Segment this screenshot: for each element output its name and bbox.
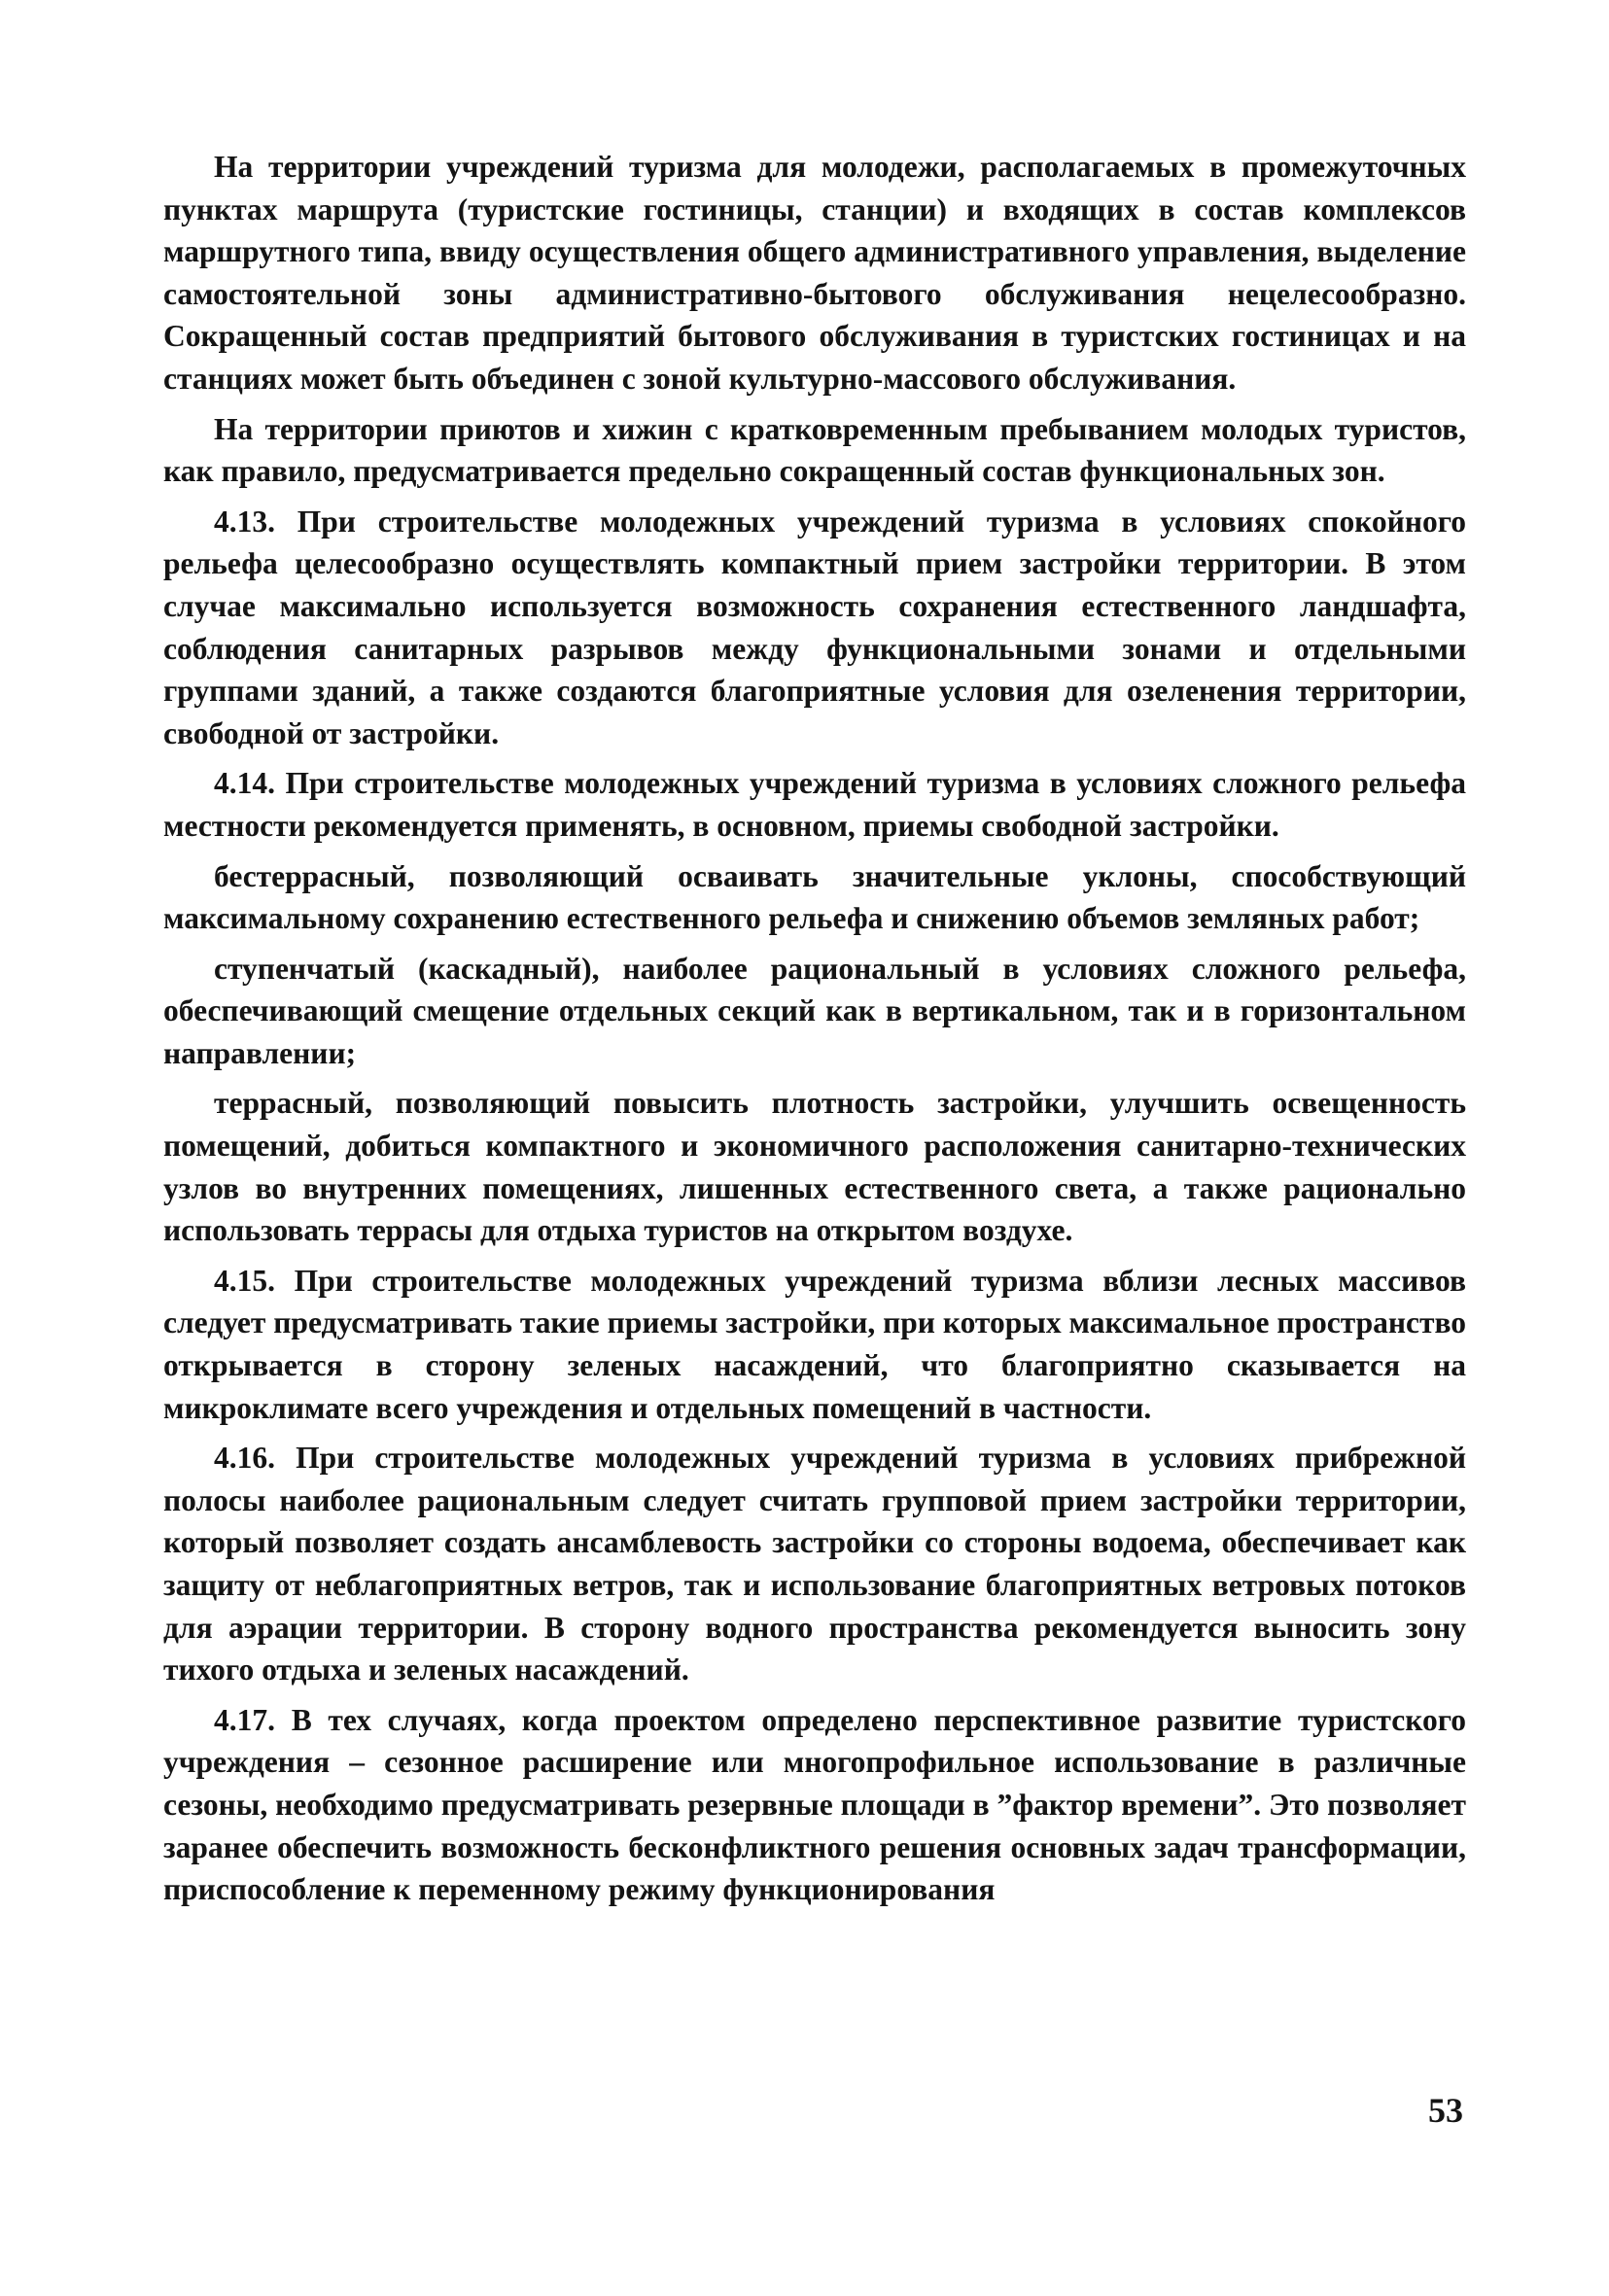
list-item-besterrasny: бестеррасный, позволяющий осваивать значительные уклоны, способствующий максимальному сохранению естественного рельефа и снижению объемов земляных работ; xyxy=(163,858,1466,936)
list-item-terrasny: террасный, позволяющий повысить плотность застройки, улучшить освещенность помещений, добиться компактного и экономичного расположения санитарно-технических узлов во внутренних помещениях, лишенных естественного света, а также рационально использовать террасы для отдыха туристов на открытом воздухе. xyxy=(163,1086,1466,1248)
body-text xyxy=(163,146,1466,1919)
list-item-stupenchaty: ступенчатый (каскадный), наиболее рациональный в условиях сложного рельефа, обеспечивающий смещение отдельных секций как в вертикальном, так и в горизонтальном направлении; xyxy=(163,951,1466,1070)
paragraph-4-17: 4.17. В тех случаях, когда проектом определено перспективное развитие туристского учреждения – сезонное расширение или многопрофильное использование в различные сезоны, необходимо предусматривать резервные площади в ”фактор времени”. Это позволяет заранее обеспечить возможность бесконфликтного решения основных задач трансформации, приспособление к переменному режиму функционирования xyxy=(163,1702,1466,1907)
paragraph-4-15: 4.15. При строительстве молодежных учреждений туризма вблизи лесных массивов следует предусматривать такие приемы застройки, при которых максимальное пространство открывается в сторону зеленых насаждений, что благоприятно сказывается на микроклимате всего учреждения и отдельных помещений в частности. xyxy=(163,1263,1467,1425)
paragraph-4-14: 4.14. При строительстве молодежных учреждений туризма в условиях сложного рельефа местности рекомендуется применять, в основном, приемы свободной застройки. xyxy=(163,766,1467,843)
paragraph-2: На территории приютов и хижин с кратковременным пребыванием молодых туристов, как правило, предусматривается предельно сокращенный состав функциональных зон. xyxy=(163,411,1466,489)
paragraph-1: На территории учреждений туризма для молодежи, располагаемых в промежуточных пунктах маршрута (туристские гостиницы, станции) и входящих в состав комплексов маршрутного типа, ввиду осуществления общего административного управления, выделение самостоятельной зоны административно-бытового обслуживания нецелесообразно. Сокращенный состав предприятий бытового обслуживания в туристских гостиницах и на станциях может быть объединен с зоной культурно-массового обслуживания. xyxy=(163,150,1466,396)
page-number: 53 xyxy=(1428,2091,1463,2130)
paragraph-4-16: 4.16. При строительстве молодежных учреждений туризма в условиях прибрежной полосы наиболее рациональным следует считать групповой прием застройки территории, который позволяет создать ансамблевость застройки со стороны водоема, обеспечивает как защиту от неблагоприятных ветров, так и использование благоприятных ветровых потоков для аэрации территории. В сторону водного пространства рекомендуется выносить зону тихого отдыха и зеленых насаждений. xyxy=(163,1441,1466,1687)
paragraph-4-13: 4.13. При строительстве молодежных учреждений туризма в условиях спокойного рельефа целесообразно осуществлять компактный прием застройки территории. В этом случае максимально используется возможность сохранения естественного ландшафта, соблюдения санитарных разрывов между функциональными зонами и отдельными группами зданий, а также создаются благоприятные условия для озеленения территории, свободной от застройки. xyxy=(163,504,1466,750)
